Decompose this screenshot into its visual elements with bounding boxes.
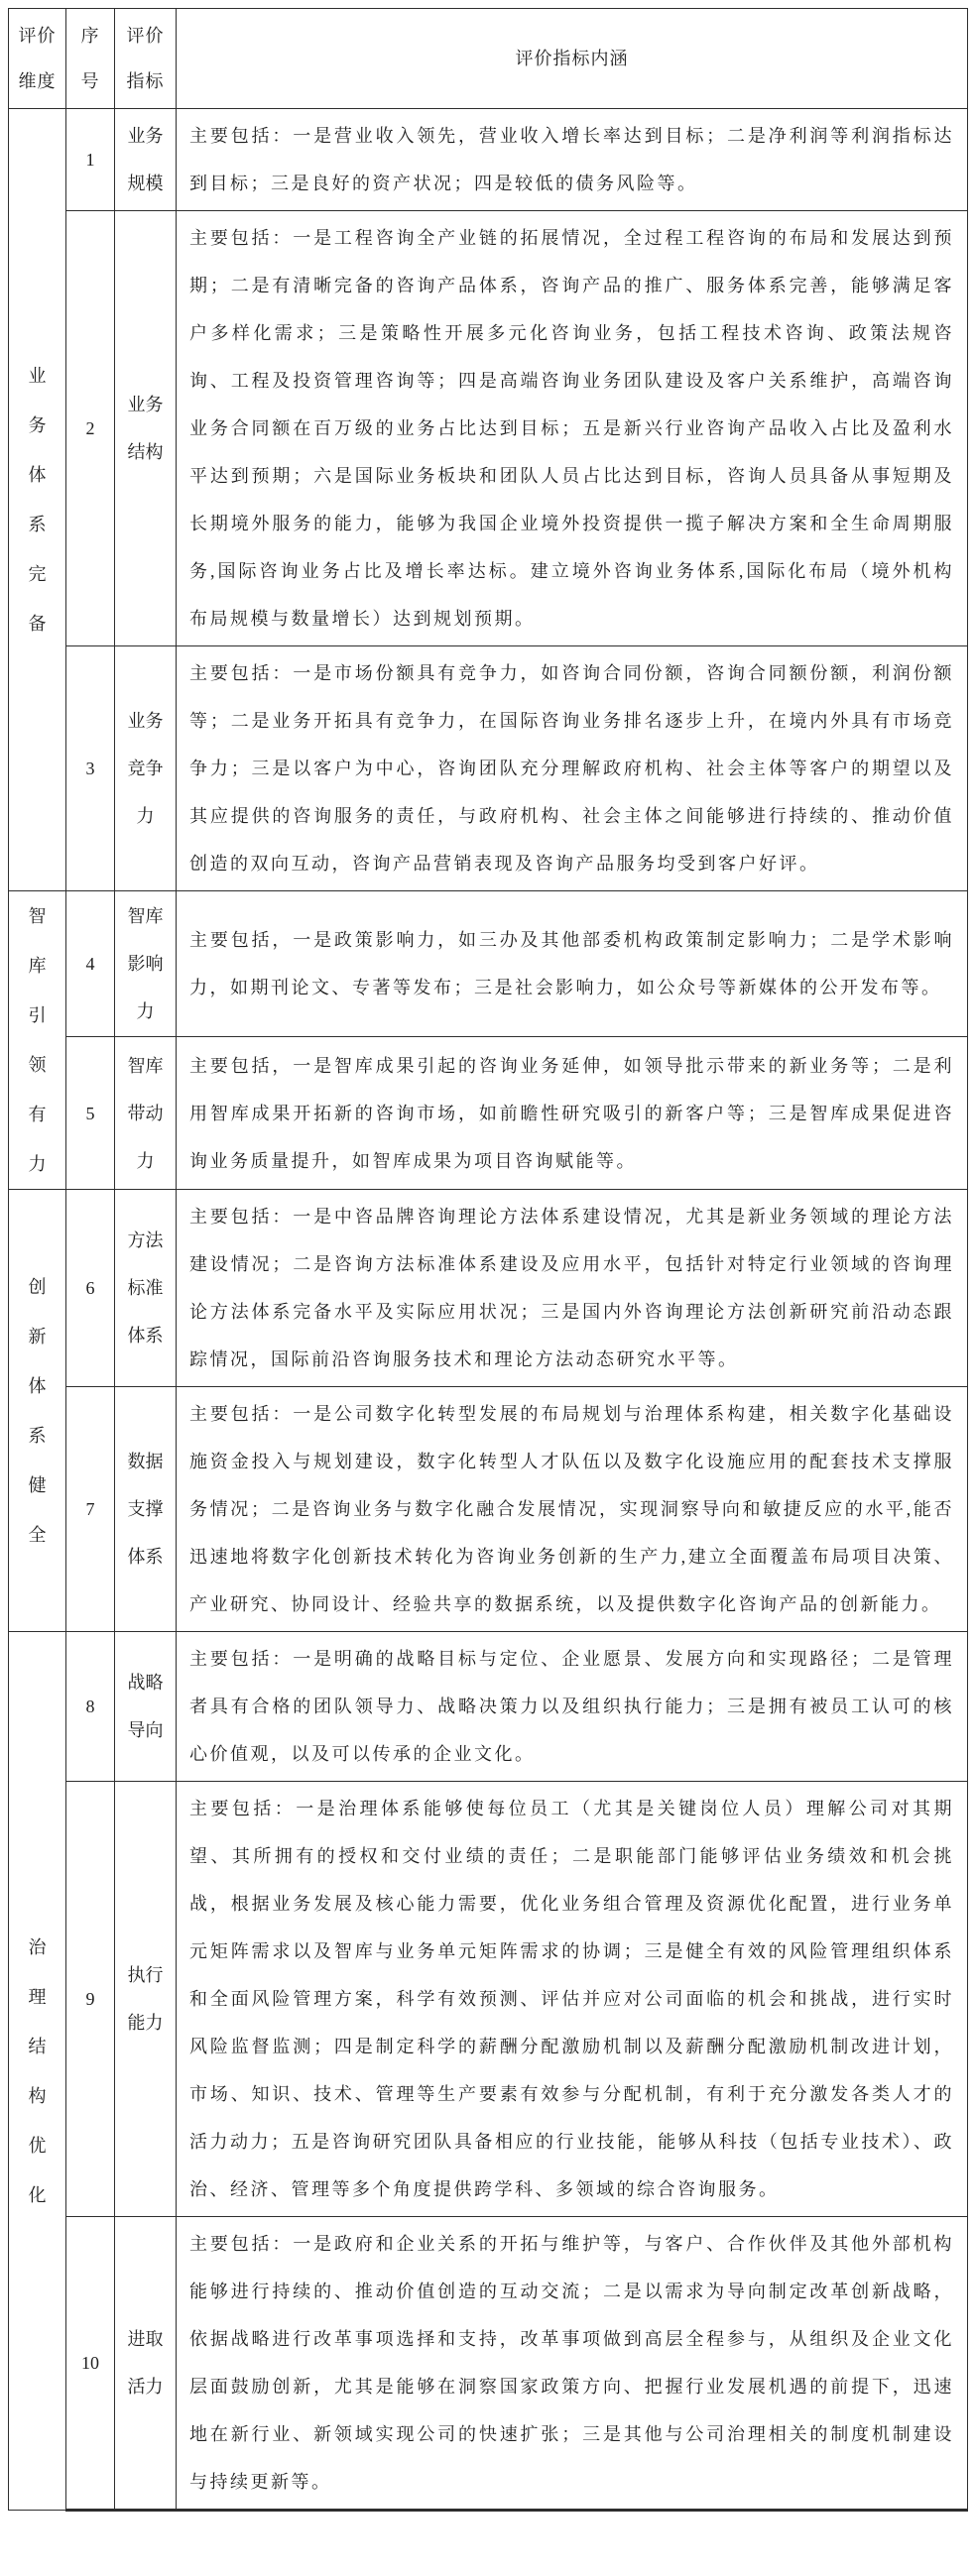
header-number: 序号 — [66, 9, 115, 109]
table-row — [9, 109, 968, 211]
meaning-cell: 主要包括：一是营业收入领先，营业收入增长率达到目标；二是净利润等利润指标达到目标；三是良好的资产状况；四是较低的债务风险等。 — [177, 109, 968, 211]
dimension-cell: 业务体系完备 — [9, 109, 66, 891]
dimension-cell: 治理结构优化 — [9, 1632, 66, 2511]
indicator-cell: 方法标准体系 — [115, 1190, 177, 1387]
indicator-cell: 智库带动力 — [115, 1037, 177, 1190]
meaning-cell: 主要包括：一是治理体系能够使每位员工（尤其是关键岗位人员）理解公司对其期望、其所拥有的授权和交付业绩的责任；二是职能部门能够评估业务绩效和机会挑战，根据业务发展及核心能力需要，优化业务组合管理及资源优化配置，进行业务单元矩阵需求以及智库与业务单元矩阵需求的协调；三是健全有效的风险管理组织体系和全面风险管理方案，科学有效预测、评估并应对公司面临的机会和挑战，进行实时风险监督监测；四是制定科学的薪酬分配激励机制以及薪酬分配激励机制改进计划，市场、知识、技术、管理等生产要素有效参与分配机制，有利于充分激发各类人才的活力动力；五是咨询研究团队具备相应的行业技能，能够从科技（包括专业技术）、政治、经济、管理等多个角度提供跨学科、多领域的综合咨询服务。 — [177, 1782, 968, 2217]
indicator-cell: 业务结构 — [115, 211, 177, 646]
number-cell: 2 — [66, 211, 115, 646]
dimension-cell: 创新体系健全 — [9, 1190, 66, 1632]
indicator-cell: 执行能力 — [115, 1782, 177, 2217]
indicator-cell: 业务竞争力 — [115, 646, 177, 891]
number-cell: 10 — [66, 2217, 115, 2511]
number-cell: 9 — [66, 1782, 115, 2217]
indicator-cell: 战略导向 — [115, 1632, 177, 1782]
indicator-cell: 智库影响力 — [115, 891, 177, 1037]
table-row — [9, 1782, 968, 2217]
number-cell: 1 — [66, 109, 115, 211]
indicator-cell: 业务规模 — [115, 109, 177, 211]
header-indicator: 评价指标 — [115, 9, 177, 109]
evaluation-indicator-table — [8, 8, 968, 2512]
meaning-cell: 主要包括：一是市场份额具有竞争力，如咨询合同份额，咨询合同额份额，利润份额等；二是业务开拓具有竞争力，在国际咨询业务排名逐步上升，在境内外具有市场竞争力；三是以客户为中心，咨询团队充分理解政府机构、社会主体等客户的期望以及其应提供的咨询服务的责任，与政府机构、社会主体之间能够进行持续的、推动价值创造的双向互动，咨询产品营销表现及咨询产品服务均受到客户好评。 — [177, 646, 968, 891]
header-meaning: 评价指标内涵 — [177, 9, 968, 109]
table-row — [9, 1190, 968, 1387]
table-body — [9, 109, 968, 2511]
number-cell: 4 — [66, 891, 115, 1037]
header-row — [9, 9, 968, 109]
table-row — [9, 891, 968, 1037]
table-row — [9, 211, 968, 646]
meaning-cell: 主要包括，一是政策影响力，如三办及其他部委机构政策制定影响力；二是学术影响力，如期刊论文、专著等发布；三是社会影响力，如公众号等新媒体的公开发布等。 — [177, 891, 968, 1037]
dimension-cell: 智库引领有力 — [9, 891, 66, 1190]
meaning-cell: 主要包括：一是政府和企业关系的开拓与维护等，与客户、合作伙伴及其他外部机构能够进行持续的、推动价值创造的互动交流；二是以需求为导向制定改革创新战略，依据战略进行改革事项选择和支持，改革事项做到高层全程参与，从组织及企业文化层面鼓励创新，尤其是能够在洞察国家政策方向、把握行业发展机遇的前提下，迅速地在新行业、新领域实现公司的快速扩张；三是其他与公司治理相关的制度机制建设与持续更新等。 — [177, 2217, 968, 2511]
meaning-cell: 主要包括：一是工程咨询全产业链的拓展情况，全过程工程咨询的布局和发展达到预期；二是有清晰完备的咨询产品体系，咨询产品的推广、服务体系完善，能够满足客户多样化需求；三是策略性开展多元化咨询业务，包括工程技术咨询、政策法规咨询、工程及投资管理咨询等；四是高端咨询业务团队建设及客户关系维护，高端咨询业务合同额在百万级的业务占比达到目标；五是新兴行业咨询产品收入占比及盈利水平达到预期；六是国际业务板块和团队人员占比达到目标，咨询人员具备从事短期及长期境外服务的能力，能够为我国企业境外投资提供一揽子解决方案和全生命周期服务,国际咨询业务占比及增长率达标。建立境外咨询业务体系,国际化布局（境外机构布局规模与数量增长）达到规划预期。 — [177, 211, 968, 646]
table-row — [9, 1037, 968, 1190]
indicator-cell: 数据支撑体系 — [115, 1387, 177, 1632]
header-dimension: 评价维度 — [9, 9, 66, 109]
meaning-cell: 主要包括，一是智库成果引起的咨询业务延伸，如领导批示带来的新业务等；二是利用智库成果开拓新的咨询市场，如前瞻性研究吸引的新客户等；三是智库成果促进咨询业务质量提升，如智库成果为项目咨询赋能等。 — [177, 1037, 968, 1190]
table-header — [9, 9, 968, 109]
meaning-cell: 主要包括：一是公司数字化转型发展的布局规划与治理体系构建，相关数字化基础设施资金投入与规划建设，数字化转型人才队伍以及数字化设施应用的配套技术支撑服务情况；二是咨询业务与数字化融合发展情况，实现洞察导向和敏捷反应的水平,能否迅速地将数字化创新技术转化为咨询业务创新的生产力,建立全面覆盖布局项目决策、产业研究、协同设计、经验共享的数据系统，以及提供数字化咨询产品的创新能力。 — [177, 1387, 968, 1632]
number-cell: 7 — [66, 1387, 115, 1632]
table-row — [9, 646, 968, 891]
number-cell: 6 — [66, 1190, 115, 1387]
table-row — [9, 1632, 968, 1782]
number-cell: 5 — [66, 1037, 115, 1190]
meaning-cell: 主要包括：一是明确的战略目标与定位、企业愿景、发展方向和实现路径；二是管理者具有合格的团队领导力、战略决策力以及组织执行能力；三是拥有被员工认可的核心价值观，以及可以传承的企业文化。 — [177, 1632, 968, 1782]
number-cell: 8 — [66, 1632, 115, 1782]
number-cell: 3 — [66, 646, 115, 891]
indicator-cell: 进取活力 — [115, 2217, 177, 2511]
meaning-cell: 主要包括：一是中咨品牌咨询理论方法体系建设情况，尤其是新业务领域的理论方法建设情况；二是咨询方法标准体系建设及应用水平，包括针对特定行业领域的咨询理论方法体系完备水平及实际应用状况；三是国内外咨询理论方法创新研究前沿动态跟踪情况，国际前沿咨询服务技术和理论方法动态研究水平等。 — [177, 1190, 968, 1387]
table-row — [9, 2217, 968, 2511]
table-row — [9, 1387, 968, 1632]
